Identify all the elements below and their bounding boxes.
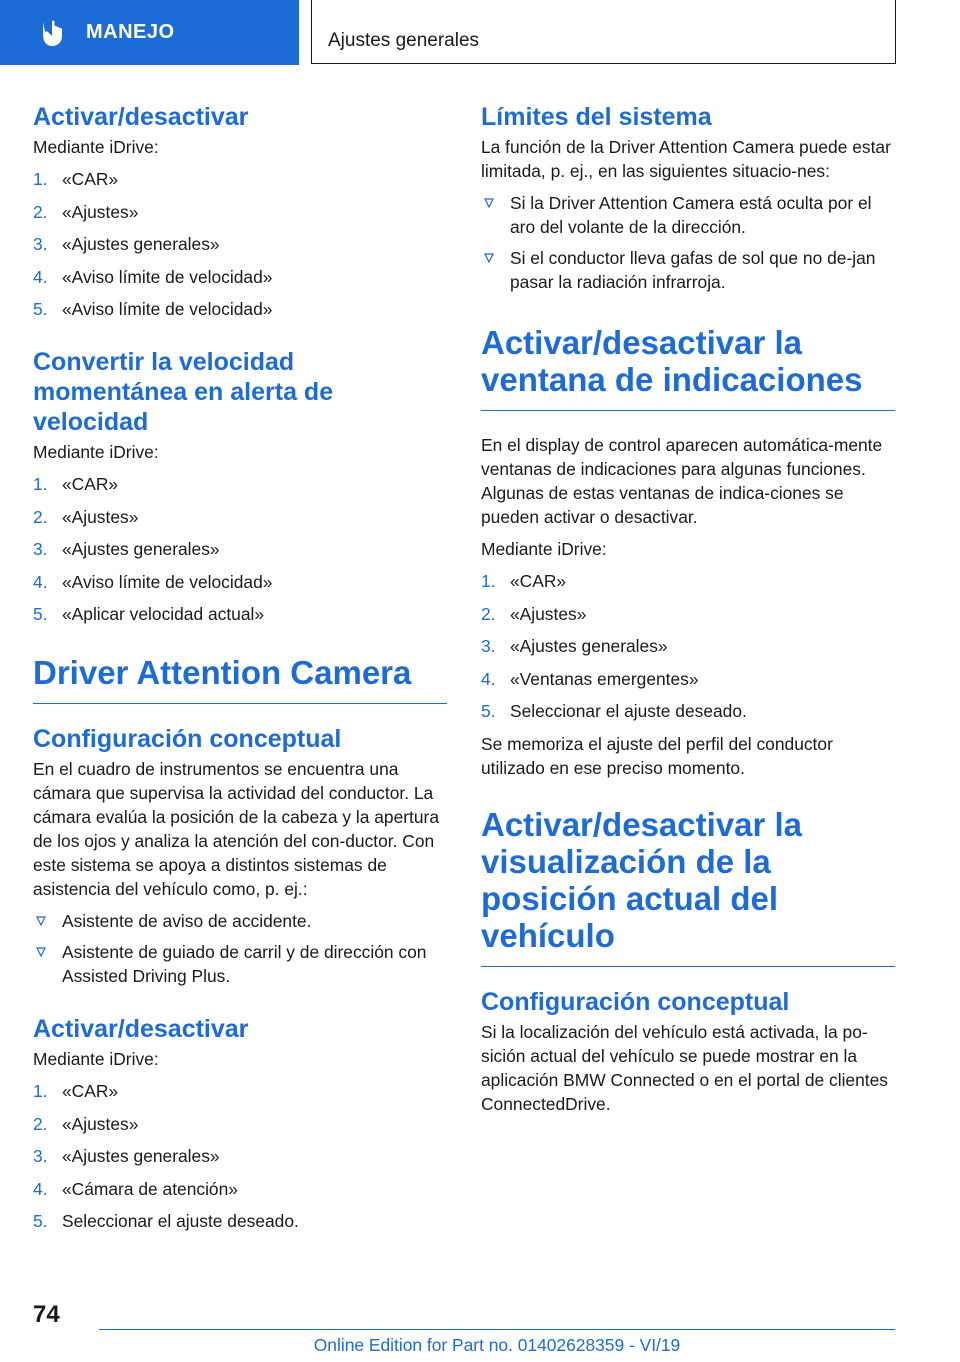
bullet-list <box>481 191 895 294</box>
bullet-list <box>33 909 447 988</box>
list-item <box>33 167 447 191</box>
list-item <box>33 1177 447 1201</box>
bullet-text: Asistente de guiado de carril y de dirección con Assisted Driving Plus. <box>62 942 427 986</box>
step-text: Seleccionar el ajuste deseado. <box>62 1211 299 1231</box>
list-item <box>33 505 447 529</box>
list-item <box>33 602 447 626</box>
chapter-title: Ajustes generales <box>328 30 480 51</box>
section-tab <box>0 0 299 65</box>
step-text: «Ajustes» <box>62 506 139 527</box>
steps-list <box>33 472 447 626</box>
step-number: 4. <box>33 571 48 592</box>
list-item <box>481 569 895 593</box>
step-text: «Aviso límite de velocidad» <box>62 266 273 287</box>
list-item <box>33 1144 447 1168</box>
heading-driver-attention-camera: Driver Attention Camera <box>33 654 447 704</box>
list-item <box>481 699 895 723</box>
step-number: 3. <box>481 636 496 656</box>
body-text: Si la localización del vehículo está activada, la po-sición actual del vehículo se puede mostrar en la aplicación BMW Connected o en el portal de clientes ConnectedDrive. <box>481 1021 888 1114</box>
body-text: En el display de control aparecen automática-mente ventanas de indicaciones para algunas funciones. Algunas de estas ventanas de indica-ciones se pueden activar o desactivar. <box>481 435 883 527</box>
step-number: 1. <box>33 169 48 189</box>
step-text: «Ajustes» <box>510 603 587 624</box>
intro-text: Mediante iDrive: <box>33 137 159 157</box>
body-text: En el cuadro de instrumentos se encuentra una cámara que supervisa la actividad del conductor. La cámara evalúa la posición de la cabeza y la apertura de los ojos y analiza la atención del con-ductor. Con este sistema se apoya a distintos sistemas de asistencia del vehículo como, p. ej.: <box>33 759 440 899</box>
body-text: La función de la Driver Attention Camera puede estar limitada, p. ej., en las siguientes situacio-nes: <box>481 137 891 181</box>
note-text: Se memoriza el ajuste del perfil del conductor utilizado en ese preciso momento. <box>481 733 833 778</box>
step-text: «Aplicar velocidad actual» <box>62 604 265 624</box>
bullet-item <box>481 191 895 239</box>
triangle-bullet-icon <box>484 253 494 263</box>
step-number: 1. <box>481 571 496 591</box>
step-number: 5. <box>33 1211 48 1231</box>
bullet-text: Si la Driver Attention Camera está oculta por el aro del volante de la dirección. <box>510 193 872 237</box>
step-number: 2. <box>33 506 48 527</box>
steps-list <box>481 569 895 723</box>
triangle-bullet-icon <box>36 947 46 957</box>
list-item <box>33 232 447 256</box>
heading-concept: Configuración conceptual <box>481 987 790 1016</box>
step-text: «CAR» <box>62 474 119 494</box>
left-column <box>33 102 447 1247</box>
triangle-bullet-icon <box>36 916 46 926</box>
step-number: 2. <box>481 603 496 624</box>
heading-concept: Configuración conceptual <box>33 725 342 753</box>
list-item <box>33 570 447 594</box>
hand-steering-icon <box>36 18 66 48</box>
chapter-tab <box>311 0 896 64</box>
triangle-bullet-icon <box>484 198 494 208</box>
bullet-text: Si el conductor lleva gafas de sol que no de-jan pasar la radiación infrarroja. <box>510 248 876 292</box>
heading-convert-speed: Convertir la velocidad momentánea en alerta de velocidad <box>33 348 334 436</box>
step-number: 4. <box>33 1178 48 1199</box>
step-text: «Aviso límite de velocidad» <box>62 571 273 592</box>
step-number: 5. <box>33 299 48 319</box>
heading-activate: Activar/desactivar <box>33 1015 249 1043</box>
heading-activate: Activar/desactivar <box>33 103 249 131</box>
step-number: 4. <box>33 266 48 287</box>
step-number: 1. <box>33 1081 48 1101</box>
intro-text: Mediante iDrive: <box>481 539 607 559</box>
step-number: 1. <box>33 474 48 494</box>
heading-system-limits: Límites del sistema <box>481 103 712 131</box>
list-item <box>33 297 447 321</box>
step-text: «Ajustes» <box>62 201 139 222</box>
list-item <box>481 602 895 626</box>
step-number: 5. <box>481 701 496 721</box>
step-text: «CAR» <box>62 169 119 189</box>
list-item <box>33 1079 447 1103</box>
step-text: «Ajustes generales» <box>62 539 220 559</box>
list-item <box>33 1112 447 1136</box>
steps-list <box>33 1079 447 1233</box>
step-number: 3. <box>33 234 48 254</box>
list-item <box>33 537 447 561</box>
step-text: «Cámara de atención» <box>62 1178 238 1199</box>
step-text: «CAR» <box>62 1081 119 1101</box>
bullet-item <box>481 246 895 294</box>
step-text: «Ajustes generales» <box>62 1146 220 1166</box>
footer-divider <box>99 1329 895 1330</box>
step-text: «Aviso límite de velocidad» <box>62 299 273 319</box>
steps-list <box>33 167 447 321</box>
step-text: «Ventanas emergentes» <box>510 668 699 689</box>
bullet-item <box>33 940 447 988</box>
step-text: Seleccionar el ajuste deseado. <box>510 701 747 721</box>
step-text: «CAR» <box>510 571 567 591</box>
list-item <box>481 667 895 691</box>
step-text: «Ajustes» <box>62 1113 139 1134</box>
step-number: 3. <box>33 539 48 559</box>
step-number: 3. <box>33 1146 48 1166</box>
step-text: «Ajustes generales» <box>510 636 668 656</box>
list-item <box>33 200 447 224</box>
step-number: 4. <box>481 668 496 689</box>
right-column <box>481 102 895 1124</box>
list-item <box>33 472 447 496</box>
list-item <box>33 265 447 289</box>
heading-vehicle-position: Activar/desactivar la visualización de la posición actual del vehículo <box>481 806 895 967</box>
bullet-text: Asistente de aviso de accidente. <box>62 911 312 931</box>
step-number: 2. <box>33 201 48 222</box>
list-item <box>481 634 895 658</box>
edition-footer: Online Edition for Part no. 01402628359 - VI/19 <box>313 1335 681 1355</box>
section-label: MANEJO <box>86 21 175 43</box>
page-number: 74 <box>33 1301 60 1328</box>
step-text: «Ajustes generales» <box>62 234 220 254</box>
step-number: 5. <box>33 604 48 624</box>
list-item <box>33 1209 447 1233</box>
step-number: 2. <box>33 1113 48 1134</box>
intro-text: Mediante iDrive: <box>33 1049 159 1069</box>
bullet-item <box>33 909 447 933</box>
intro-text: Mediante iDrive: <box>33 442 159 462</box>
heading-popup-windows: Activar/desactivar la ventana de indicaciones <box>481 324 895 411</box>
